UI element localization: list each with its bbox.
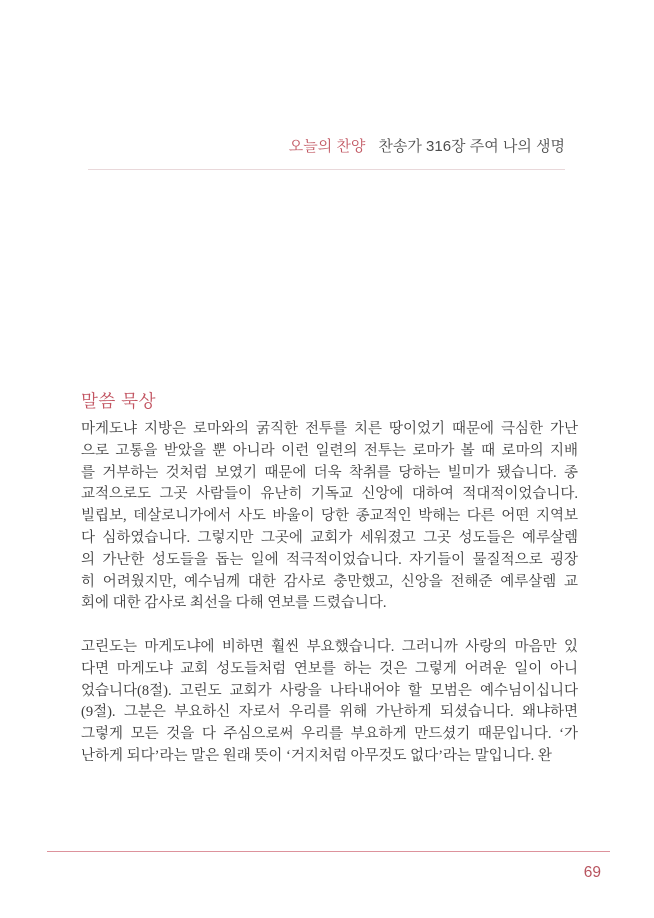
header-divider — [88, 169, 565, 170]
text-line: 교적으로도 그곳 사람들이 유난히 기독교 신앙에 대하여 적대적이었습니다. — [81, 486, 578, 503]
text-line: 다면 마게도냐 교회 성도들처럼 연보를 하는 것은 그렇게 어려운 일이 아니 — [81, 660, 578, 677]
text-line: 빌립보, 데살로니가에서 사도 바울이 당한 종교적인 박해는 다른 어떤 지역보 — [81, 508, 578, 525]
paragraph — [81, 419, 578, 615]
meditation-body — [81, 419, 578, 768]
text-line: 를 거부하는 것처럼 보였기 때문에 더욱 착취를 당하는 빌미가 됐습니다. 종 — [81, 464, 578, 481]
text-line: 마게도냐 지방은 로마와의 굵직한 전투를 치른 땅이었기 때문에 극심한 가난 — [81, 421, 578, 437]
text-line: 히 어려웠지만, 예수님께 대한 감사로 충만했고, 신앙을 전해준 예루살렘 교 — [81, 573, 578, 590]
text-line: (9절). 그분은 부요하신 자로서 우리를 위해 가난하게 되셨습니다. 왜냐하면 — [81, 704, 578, 721]
text-line: 었습니다(8절). 고린도 교회가 사랑을 나타내어야 할 모범은 예수님이십니다 — [81, 682, 578, 699]
text-line: 으로 고통을 받았을 뿐 아니라 이런 일련의 전투는 로마가 볼 때 로마의 지배 — [81, 442, 578, 459]
text-line: 의 가난한 성도들을 돕는 일에 적극적이었습니다. 자기들이 물질적으로 굉장 — [81, 551, 578, 568]
text-line: 회에 대한 감사로 최선을 다해 연보를 드렸습니다. — [81, 595, 387, 612]
page-number: 69 — [583, 864, 601, 881]
footer-divider — [47, 851, 610, 852]
hymn-reference: 찬송가 316장 주여 나의 생명 — [378, 138, 565, 155]
text-line: 다 심하였습니다. 그렇지만 그곳에 교회가 세워졌고 그곳 성도들은 예루살렘 — [81, 529, 578, 546]
text-line: 난하게 되다’라는 말은 원래 뜻이 ‘거지처럼 아무것도 없다’라는 말입니다. 완 — [81, 747, 552, 764]
text-line: 그렇게 모든 것을 다 주심으로써 우리를 부요하게 만드셨기 때문입니다. ‘가 — [81, 726, 578, 743]
text-line: 고린도는 마게도냐에 비하면 훨씬 부요했습니다. 그러니까 사랑의 마음만 있 — [81, 638, 578, 655]
section-title-meditation: 말씀 묵상 — [81, 391, 156, 411]
todays-hymn-label: 오늘의 찬양 — [288, 138, 366, 155]
paragraph — [81, 637, 578, 768]
running-header — [289, 137, 565, 157]
